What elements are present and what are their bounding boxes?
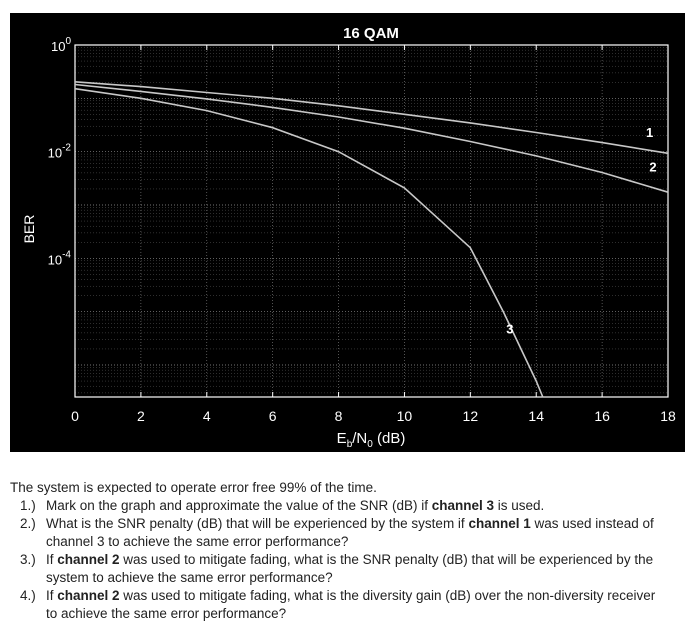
- question-item: 4.) If channel 2 was used to mitigate fading, what is the diversity gain (dB) over the non-diversity receiver to achieve the same error performance?: [20, 588, 656, 621]
- question-item: 1.) Mark on the graph and approximate the value of the SNR (dB) if channel 3 is used.: [20, 498, 545, 513]
- x-tick-labels: [71, 408, 676, 424]
- x-tick-label: 8: [334, 408, 343, 424]
- y-axis-label: BER: [21, 214, 37, 244]
- x-tick-label: 12: [462, 408, 479, 424]
- series-line-3: [75, 89, 543, 397]
- question-number: 3.): [20, 552, 36, 567]
- x-tick-label: 10: [396, 408, 413, 424]
- series-label-2: 2: [649, 159, 657, 175]
- chart-svg: [10, 13, 685, 452]
- question-number: 4.): [20, 588, 36, 603]
- y-tick-label: $10^{-4}$: [47, 249, 71, 268]
- series-label-1: 1: [646, 125, 654, 140]
- x-tick-label: 6: [268, 408, 277, 424]
- question-list: [10, 497, 670, 623]
- y-tick-labels: [48, 36, 72, 267]
- y-tick-label: $10^{-2}$: [47, 142, 71, 161]
- channel-label: channel 2: [57, 588, 120, 603]
- x-tick-label: 0: [71, 408, 79, 424]
- y-tick-label: $10^0$: [50, 36, 71, 54]
- question-number: 2.): [20, 516, 36, 531]
- grid: [75, 45, 668, 397]
- x-axis-label: $E_b/N_0$ (dB): [336, 430, 406, 450]
- series-label-3: 3: [506, 321, 514, 337]
- question-text: [10, 479, 670, 623]
- chart-title: 16 QAM: [343, 25, 399, 42]
- channel-label: channel 1: [468, 516, 531, 531]
- question-item: 3.) If channel 2 was used to mitigate fading, what is the SNR penalty (dB) that will be experienced by the system to achieve the same error performance?: [20, 552, 654, 585]
- x-tick-label: 18: [660, 408, 676, 424]
- intro-text: The system is expected to operate error free 99% of the time.: [10, 480, 377, 495]
- x-tick-label: 16: [594, 408, 610, 424]
- question-item: 2.) What is the SNR penalty (dB) that will be experienced by the system if channel 1 was used instead of channel 3 to achieve the same error performance?: [20, 516, 654, 549]
- channel-label: channel 2: [57, 552, 120, 567]
- question-number: 1.): [20, 498, 36, 513]
- channel-label: channel 3: [431, 498, 494, 513]
- x-tick-label: 2: [136, 408, 145, 424]
- x-tick-label: 4: [202, 408, 211, 424]
- series-line-1: [75, 82, 668, 154]
- series-lines: [75, 82, 668, 397]
- x-tick-label: 14: [528, 408, 545, 424]
- ber-chart: [10, 13, 685, 452]
